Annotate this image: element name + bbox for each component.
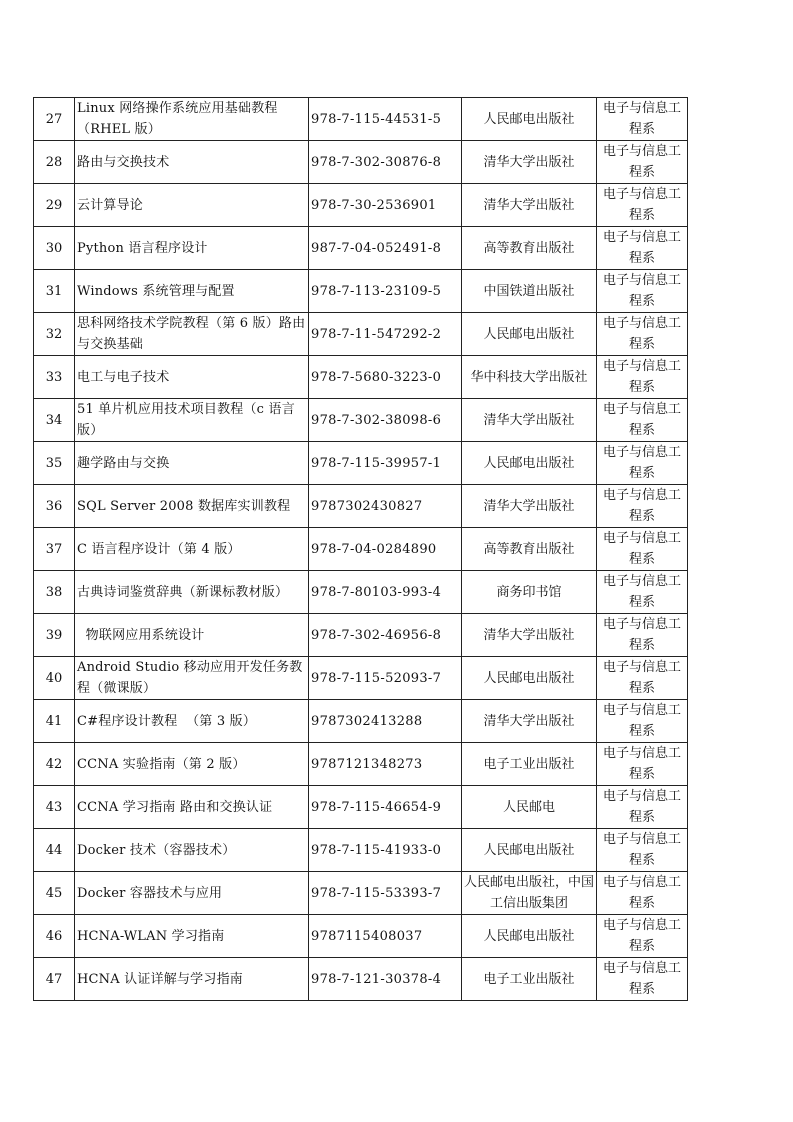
table-row xyxy=(34,227,688,270)
row-number-cell: 36 xyxy=(34,485,75,528)
table-row xyxy=(34,485,688,528)
book-title-cell: Android Studio 移动应用开发任务教程（微课版） xyxy=(75,657,309,700)
book-isbn-cell: 978-7-5680-3223-0 xyxy=(309,356,462,399)
table-row xyxy=(34,270,688,313)
book-title-cell: 电工与电子技术 xyxy=(75,356,309,399)
book-title-cell: 趣学路由与交换 xyxy=(75,442,309,485)
row-number-cell: 38 xyxy=(34,571,75,614)
department-cell: 电子与信息工程系 xyxy=(597,743,688,786)
book-publisher-cell: 清华大学出版社 xyxy=(462,184,597,227)
book-publisher-cell: 人民邮电出版社 xyxy=(462,915,597,958)
table-row xyxy=(34,356,688,399)
row-number-cell: 41 xyxy=(34,700,75,743)
book-title-cell: 路由与交换技术 xyxy=(75,141,309,184)
table-row xyxy=(34,872,688,915)
row-number-cell: 44 xyxy=(34,829,75,872)
department-cell: 电子与信息工程系 xyxy=(597,614,688,657)
row-number-cell: 43 xyxy=(34,786,75,829)
book-title-cell: Python 语言程序设计 xyxy=(75,227,309,270)
book-title-cell: CCNA 学习指南 路由和交换认证 xyxy=(75,786,309,829)
book-isbn-cell: 9787121348273 xyxy=(309,743,462,786)
row-number-cell: 32 xyxy=(34,313,75,356)
department-cell: 电子与信息工程系 xyxy=(597,98,688,141)
table-row xyxy=(34,915,688,958)
book-title-cell: Windows 系统管理与配置 xyxy=(75,270,309,313)
book-title-cell: Linux 网络操作系统应用基础教程（RHEL 版） xyxy=(75,98,309,141)
book-publisher-cell: 华中科技大学出版社 xyxy=(462,356,597,399)
book-publisher-cell: 人民邮电出版社 xyxy=(462,442,597,485)
book-publisher-cell: 人民邮电出版社 xyxy=(462,98,597,141)
table-row xyxy=(34,786,688,829)
book-publisher-cell: 清华大学出版社 xyxy=(462,485,597,528)
row-number-cell: 34 xyxy=(34,399,75,442)
row-number-cell: 35 xyxy=(34,442,75,485)
department-cell: 电子与信息工程系 xyxy=(597,356,688,399)
book-isbn-cell: 978-7-04-0284890 xyxy=(309,528,462,571)
table-row xyxy=(34,528,688,571)
book-isbn-cell: 978-7-113-23109-5 xyxy=(309,270,462,313)
row-number-cell: 29 xyxy=(34,184,75,227)
table-row xyxy=(34,184,688,227)
book-publisher-cell: 人民邮电 xyxy=(462,786,597,829)
row-number-cell: 42 xyxy=(34,743,75,786)
row-number-cell: 47 xyxy=(34,958,75,1001)
book-publisher-cell: 人民邮电出版社 xyxy=(462,829,597,872)
book-publisher-cell: 商务印书馆 xyxy=(462,571,597,614)
book-isbn-cell: 9787302430827 xyxy=(309,485,462,528)
book-publisher-cell: 人民邮电出版社 xyxy=(462,657,597,700)
book-title-cell: 云计算导论 xyxy=(75,184,309,227)
book-publisher-cell: 清华大学出版社 xyxy=(462,141,597,184)
book-publisher-cell: 高等教育出版社 xyxy=(462,528,597,571)
department-cell: 电子与信息工程系 xyxy=(597,872,688,915)
book-isbn-cell: 978-7-115-52093-7 xyxy=(309,657,462,700)
book-isbn-cell: 9787302413288 xyxy=(309,700,462,743)
book-isbn-cell: 978-7-11-547292-2 xyxy=(309,313,462,356)
department-cell: 电子与信息工程系 xyxy=(597,313,688,356)
department-cell: 电子与信息工程系 xyxy=(597,657,688,700)
book-publisher-cell: 高等教育出版社 xyxy=(462,227,597,270)
department-cell: 电子与信息工程系 xyxy=(597,915,688,958)
book-publisher-cell: 电子工业出版社 xyxy=(462,743,597,786)
book-title-cell: HCNA-WLAN 学习指南 xyxy=(75,915,309,958)
book-title-cell: C#程序设计教程 （第 3 版） xyxy=(75,700,309,743)
row-number-cell: 45 xyxy=(34,872,75,915)
book-title-cell: CCNA 实验指南（第 2 版） xyxy=(75,743,309,786)
department-cell: 电子与信息工程系 xyxy=(597,184,688,227)
book-publisher-cell: 清华大学出版社 xyxy=(462,614,597,657)
book-title-cell: HCNA 认证详解与学习指南 xyxy=(75,958,309,1001)
book-isbn-cell: 978-7-302-38098-6 xyxy=(309,399,462,442)
book-publisher-cell: 人民邮电出版社，中国工信出版集团 xyxy=(462,872,597,915)
table-row xyxy=(34,958,688,1001)
row-number-cell: 40 xyxy=(34,657,75,700)
book-title-cell: 51 单片机应用技术项目教程（c 语言版） xyxy=(75,399,309,442)
book-isbn-cell: 978-7-115-44531-5 xyxy=(309,98,462,141)
table-row xyxy=(34,313,688,356)
book-isbn-cell: 978-7-115-39957-1 xyxy=(309,442,462,485)
table-row xyxy=(34,657,688,700)
book-title-cell: 古典诗词鉴赏辞典（新课标教材版） xyxy=(75,571,309,614)
department-cell: 电子与信息工程系 xyxy=(597,399,688,442)
table-row xyxy=(34,614,688,657)
row-number-cell: 33 xyxy=(34,356,75,399)
book-isbn-cell: 978-7-30-2536901 xyxy=(309,184,462,227)
book-title-cell: Docker 技术（容器技术） xyxy=(75,829,309,872)
book-isbn-cell: 978-7-115-41933-0 xyxy=(309,829,462,872)
book-isbn-cell: 987-7-04-052491-8 xyxy=(309,227,462,270)
department-cell: 电子与信息工程系 xyxy=(597,141,688,184)
row-number-cell: 46 xyxy=(34,915,75,958)
book-isbn-cell: 978-7-302-30876-8 xyxy=(309,141,462,184)
book-publisher-cell: 人民邮电出版社 xyxy=(462,313,597,356)
book-isbn-cell: 978-7-121-30378-4 xyxy=(309,958,462,1001)
table-row xyxy=(34,141,688,184)
book-title-cell: C 语言程序设计（第 4 版） xyxy=(75,528,309,571)
textbook-table xyxy=(33,97,688,1001)
row-number-cell: 39 xyxy=(34,614,75,657)
department-cell: 电子与信息工程系 xyxy=(597,442,688,485)
department-cell: 电子与信息工程系 xyxy=(597,485,688,528)
table-row xyxy=(34,399,688,442)
book-publisher-cell: 清华大学出版社 xyxy=(462,700,597,743)
book-isbn-cell: 978-7-80103-993-4 xyxy=(309,571,462,614)
department-cell: 电子与信息工程系 xyxy=(597,571,688,614)
row-number-cell: 27 xyxy=(34,98,75,141)
department-cell: 电子与信息工程系 xyxy=(597,958,688,1001)
book-title-cell: Docker 容器技术与应用 xyxy=(75,872,309,915)
book-publisher-cell: 清华大学出版社 xyxy=(462,399,597,442)
book-publisher-cell: 电子工业出版社 xyxy=(462,958,597,1001)
book-title-cell: 物联网应用系统设计 xyxy=(75,614,309,657)
book-publisher-cell: 中国铁道出版社 xyxy=(462,270,597,313)
book-isbn-cell: 978-7-302-46956-8 xyxy=(309,614,462,657)
table-row xyxy=(34,442,688,485)
table-row xyxy=(34,98,688,141)
department-cell: 电子与信息工程系 xyxy=(597,227,688,270)
row-number-cell: 28 xyxy=(34,141,75,184)
book-title-cell: SQL Server 2008 数据库实训教程 xyxy=(75,485,309,528)
department-cell: 电子与信息工程系 xyxy=(597,700,688,743)
row-number-cell: 30 xyxy=(34,227,75,270)
table-row xyxy=(34,571,688,614)
department-cell: 电子与信息工程系 xyxy=(597,829,688,872)
book-isbn-cell: 978-7-115-46654-9 xyxy=(309,786,462,829)
book-title-cell: 思科网络技术学院教程（第 6 版）路由与交换基础 xyxy=(75,313,309,356)
textbook-table-body xyxy=(34,98,688,1001)
table-row xyxy=(34,700,688,743)
book-isbn-cell: 978-7-115-53393-7 xyxy=(309,872,462,915)
department-cell: 电子与信息工程系 xyxy=(597,786,688,829)
department-cell: 电子与信息工程系 xyxy=(597,270,688,313)
row-number-cell: 37 xyxy=(34,528,75,571)
department-cell: 电子与信息工程系 xyxy=(597,528,688,571)
table-row xyxy=(34,743,688,786)
table-row xyxy=(34,829,688,872)
row-number-cell: 31 xyxy=(34,270,75,313)
book-isbn-cell: 9787115408037 xyxy=(309,915,462,958)
